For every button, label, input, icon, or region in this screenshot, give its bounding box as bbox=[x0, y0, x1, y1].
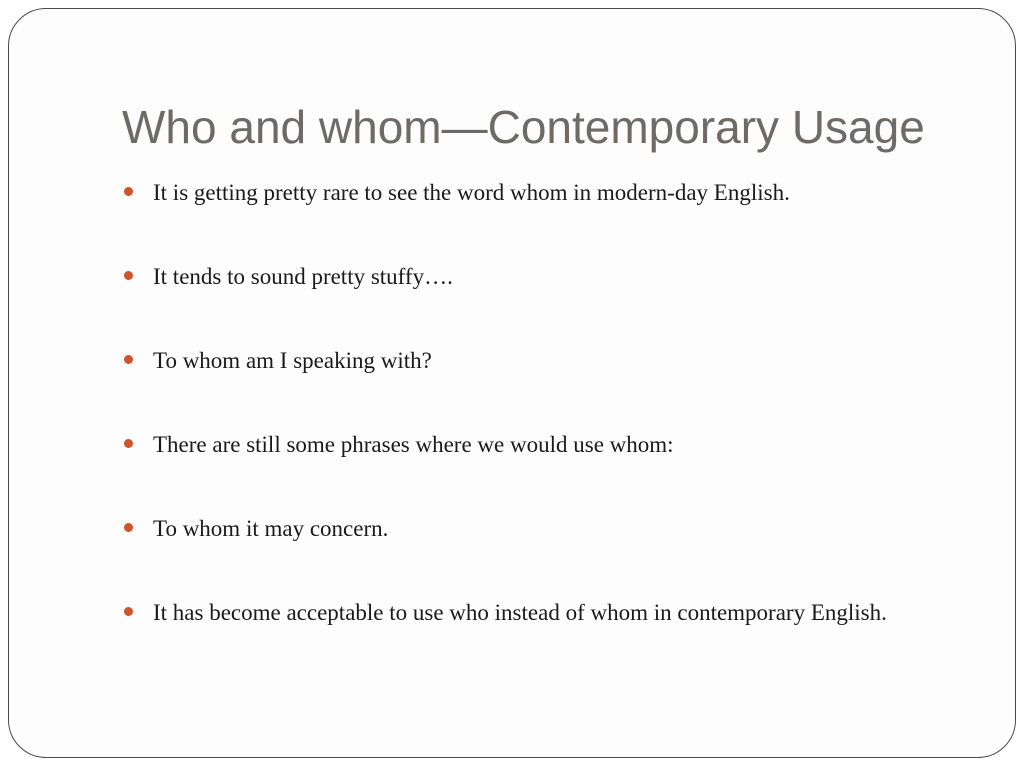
bullet-item bbox=[124, 428, 974, 461]
bullet-item bbox=[124, 596, 974, 629]
bullet-dot-icon bbox=[124, 523, 133, 532]
bullet-dot-icon bbox=[124, 607, 133, 616]
bullet-dot-icon bbox=[124, 271, 133, 280]
bullet-text: To whom it may concern. bbox=[153, 516, 389, 541]
bullet-dot-icon bbox=[124, 355, 133, 364]
bullet-dot-icon bbox=[124, 439, 133, 448]
bullet-item bbox=[124, 260, 974, 293]
bullet-text: It has become acceptable to use who instead of whom in contemporary English. bbox=[153, 600, 887, 625]
bullet-text: It tends to sound pretty stuffy…. bbox=[153, 264, 453, 289]
bullet-text: There are still some phrases where we would use whom: bbox=[153, 432, 674, 457]
bullet-list bbox=[124, 176, 974, 680]
bullet-text: To whom am I speaking with? bbox=[153, 348, 432, 373]
slide bbox=[8, 8, 1016, 758]
bullet-item bbox=[124, 344, 974, 377]
bullet-dot-icon bbox=[124, 187, 133, 196]
bullet-item bbox=[124, 512, 974, 545]
slide-title: Who and whom—Contemporary Usage bbox=[122, 101, 925, 153]
bullet-item bbox=[124, 176, 974, 209]
bullet-text: It is getting pretty rare to see the word whom in modern-day English. bbox=[153, 180, 790, 205]
